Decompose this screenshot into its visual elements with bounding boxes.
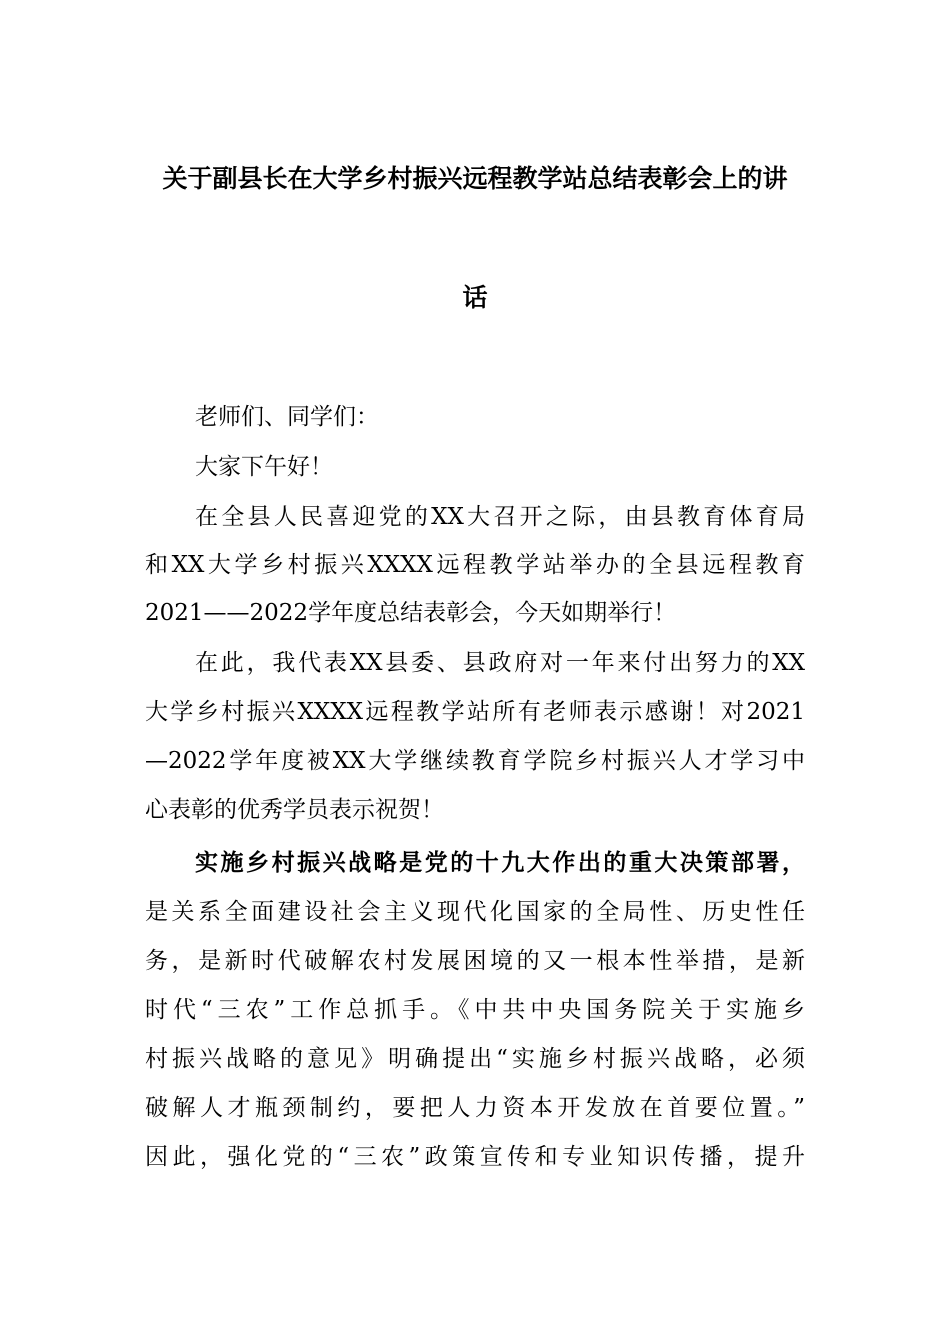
document-title-line-2: 话 xyxy=(462,283,488,312)
paragraph-line: 村振兴战略的意见》明确提出“实施乡村振兴战略，必须 xyxy=(145,1046,805,1072)
paragraph-line: 大学乡村振兴XXXX远程教学站所有老师表示感谢！对2021 xyxy=(145,699,805,725)
paragraph-line: 因此，强化党的“三农”政策宣传和专业知识传播，提升 xyxy=(145,1144,805,1170)
paragraph-line: 和XX大学乡村振兴XXXX远程教学站举办的全县远程教育 xyxy=(145,552,805,578)
paragraph-line: 在全县人民喜迎党的XX大召开之际，由县教育体育局 xyxy=(195,504,805,530)
paragraph-line: 在此，我代表XX县委、县政府对一年来付出努力的XX xyxy=(195,650,805,676)
paragraph-line: 破解人才瓶颈制约，要把人力资本开发放在首要位置。” xyxy=(145,1095,805,1121)
greeting-line: 大家下午好！ xyxy=(195,454,333,480)
paragraph-line: 务，是新时代破解农村发展困境的又一根本性举措，是新 xyxy=(145,948,805,974)
paragraph-line: 是关系全面建设社会主义现代化国家的全局性、历史性任 xyxy=(145,899,805,925)
document-title-line-1: 关于副县长在大学乡村振兴远程教学站总结表彰会上的讲 xyxy=(162,164,788,193)
paragraph-line: 心表彰的优秀学员表示祝贺！ xyxy=(145,797,444,823)
bold-lead-line: 实施乡村振兴战略是党的十九大作出的重大决策部署， xyxy=(195,849,805,876)
paragraph-line: —2022学年度被XX大学继续教育学院乡村振兴人才学习中 xyxy=(145,748,805,774)
salutation-line: 老师们、同学们： xyxy=(195,404,379,430)
paragraph-line: 2021——2022学年度总结表彰会，今天如期举行！ xyxy=(145,600,677,626)
paragraph-line: 时代“三农”工作总抓手。《中共中央国务院关于实施乡 xyxy=(145,997,805,1023)
